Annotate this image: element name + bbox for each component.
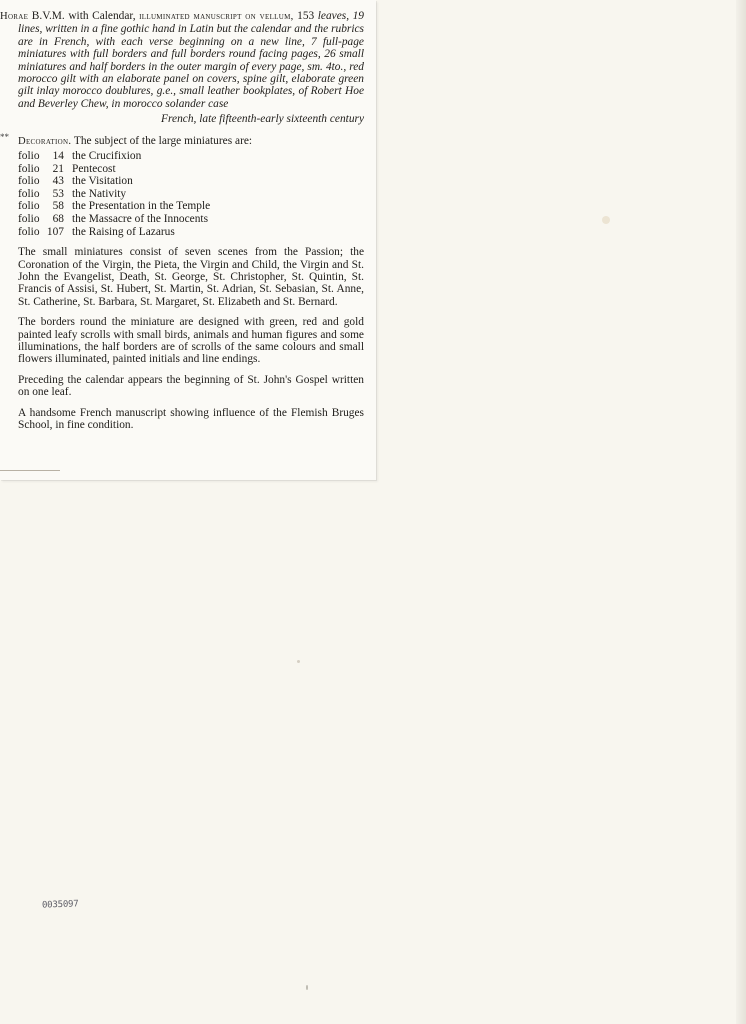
- folio-list: [18, 150, 210, 238]
- folio-label: folio: [18, 150, 40, 163]
- clipping-edge-line: [0, 470, 60, 471]
- summary-paragraph: A handsome French manuscript showing influence of the Flemish Bruges School, in fine condition.: [18, 406, 364, 432]
- folio-row: [18, 226, 210, 239]
- borders-paragraph: The borders round the miniature are designed with green, red and gold painted leafy scrolls with small birds, animals and human figures and some illuminations, the half borders are of scrolls of the same colours and small flowers illuminated, painted initials and line endings.: [18, 316, 364, 366]
- decoration-section: [0, 131, 364, 148]
- folio-number: 107: [46, 225, 64, 238]
- folio-subject: the Nativity: [72, 187, 127, 200]
- calendar-paragraph: Preceding the calendar appears the beginning of St. John's Gospel written on one leaf.: [18, 373, 364, 399]
- entry-header: [0, 10, 364, 110]
- folio-subject: Pentecost: [72, 162, 116, 175]
- folio-label: folio: [18, 162, 40, 175]
- small-miniatures-paragraph: The small miniatures consist of seven scenes from the Passion; the Coronation of the Virgin, the Pieta, the Virgin and Child, the Virgin and St. John the Evangelist, Death, St. George, St. Christopher, St. Quintin, St. Francis of Assisi, St. Hubert, St. Martin, St. Adrian, St. Sebasian, St. Anne, St. Catherine, St. Barbara, St. Margaret, St. Elizabeth and St. Bernard.: [18, 246, 364, 308]
- folio-number: 14: [52, 150, 64, 163]
- folio-label: folio: [18, 200, 40, 213]
- entry-leaves: 153: [297, 10, 315, 22]
- entry-dating: French, late fifteenth-early sixteenth century: [161, 113, 364, 126]
- folio-number: 68: [52, 213, 64, 226]
- asterism-marker: **: [0, 131, 9, 142]
- entry-title: B.V.M. with Calendar,: [28, 10, 140, 22]
- folio-subject: the Visitation: [72, 175, 133, 188]
- entry-medium: illuminated manuscript on vellum,: [139, 11, 294, 22]
- paper-spot: [602, 216, 610, 224]
- folio-subject: the Raising of Lazarus: [72, 225, 175, 238]
- entry-title-smallcaps: Horae: [0, 11, 29, 22]
- folio-label: folio: [18, 175, 40, 188]
- paper-spot: [297, 660, 300, 663]
- folio-label: folio: [18, 225, 40, 238]
- decoration-heading: Decoration.: [18, 135, 72, 147]
- folio-number: 21: [52, 162, 64, 175]
- folio-row: [18, 150, 210, 163]
- folio-row: [18, 163, 210, 176]
- page-edge-shadow: [736, 0, 746, 1024]
- catalogue-entry: [0, 10, 364, 432]
- folio-row: [18, 188, 210, 201]
- folio-label: folio: [18, 213, 40, 226]
- folio-number: 43: [52, 175, 64, 188]
- folio-row: [18, 200, 210, 213]
- folio-subject: the Massacre of the Innocents: [72, 213, 209, 226]
- inventory-number-stamp: 0035097: [41, 899, 79, 911]
- entry-description: leaves, 19 lines, written in a fine gothic hand in Latin but the calendar and the rubrics are in French, with each verse beginning on a new line, 7 full-page miniatures with full borders and full borders round facing pages, 26 small miniatures and half borders in the outer margin of every page, sm. 4to., red morocco gilt with an elaborate panel on covers, spine gilt, elaborate green gilt inlay morocco doublures, g.e., small leather bookplates, of Robert Hoe and Beverley Chew, in morocco solander case: [18, 10, 364, 110]
- folio-number: 53: [52, 187, 64, 200]
- decoration-intro: The subject of the large miniatures are:: [71, 134, 253, 147]
- folio-row: [18, 213, 210, 226]
- folio-row: [18, 175, 210, 188]
- folio-label: folio: [18, 187, 40, 200]
- folio-subject: the Presentation in the Temple: [72, 200, 211, 213]
- paper-spot: [306, 985, 308, 990]
- folio-subject: the Crucifixion: [72, 150, 142, 163]
- folio-number: 58: [52, 200, 64, 213]
- catalogue-clipping: [0, 0, 376, 480]
